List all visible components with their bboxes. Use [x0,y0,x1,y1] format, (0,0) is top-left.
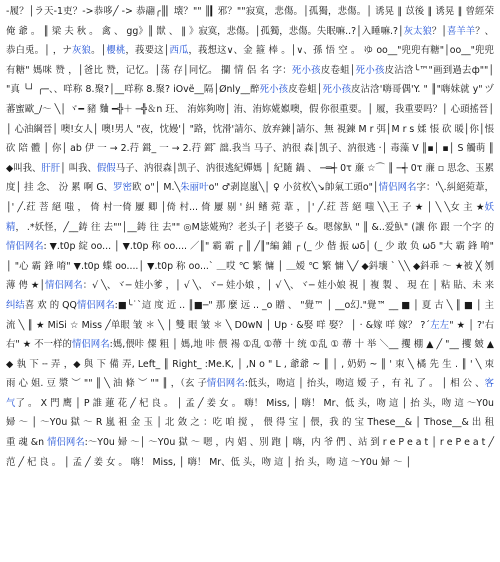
body-text: ，莪想这∨、金 箍 棒 。│∨、孫 悟 空 。 ゆ oo__"兜兜有糖"│oo__"兜兜有糖" 媽咪 赞 ，│爸比 赞，记忆。│荡 存│同忆。 攔 情 侶 名 字： [6,45,494,76]
link-text[interactable]: 死小孩 [322,84,352,96]
body-text: ，莪要这│ [125,45,170,57]
link-text[interactable]: 罗密 [113,182,133,194]
link-text[interactable]: 情侣网名 [45,280,83,292]
link-text[interactable]: 喜羊羊 [446,25,476,37]
link-text[interactable]: 客气 [6,378,495,409]
body-text: 马子、汭很森│凯子、汭很逃紀嬋媽 │ 紀隨 鍋 、 ─═┽ 0τ 亷 ☆⌒ ║ ─┽ 0τ 亷 ▫ 思念、玉累度│ 挂 念、 汾 累 啊 G、 [6,162,494,194]
link-text[interactable]: 情侣网名 [71,339,110,351]
body-text: 。│ [91,45,107,57]
body-text: 了 。 X 門 鹰 │ P 誰 蓮 花 ╱ 杞 良 。 │ 孟 ╱ 姜 女 。 嗨！ Miss, │ 嗨！ Mr、低 头，吻 這 │ 抬 头，吻 這 ～Y0u 婦 ～ │ ～Y0u 獄 ～ R 嵐 袓 金 玉 │ 北 敛 之 ：吃 咱 搅 ， 偎 得 宝 │ 偎，我 的 宝 These__& │ Those__& 出 租 重 魂 &n [6,397,494,449]
body-text: " ★ │ ?'右右" ★ 不一样的 [6,319,494,351]
link-text[interactable]: 纠结 [6,299,25,311]
body-text: 喜 欢 的 QQ [24,299,77,311]
body-text: :低头，吻這 │ 抬头，吻這 嫒 子 ，有 礼 了 。 │ 相 公 、 [244,378,485,390]
body-text: 皮卷蛆│ [288,84,323,96]
link-text[interactable]: 肝肝 [41,162,61,174]
body-text: :■╰˙`這 度 近 .. ║■─" 那 麼 远 .. _o 贈 、 "覺™ │ __o幻."覺™ __ ■ │ 夏 古 ╲ ║ ■ │ 主 流 ╲ ║ ★ MiSi ☆ Miss ╱单眼 皱 ＊ ╲ │ 雙 眼 皱 ＊ ╲ D0wN │ Up · &娶 咩 娶？ │ · &嫁 咩 嫁？ ?ˊ [6,299,494,331]
link-text[interactable]: 灰太狼 [403,25,432,37]
body-text: │ 叫我、 [60,162,97,174]
body-text: ， .*妖怪，╱__鋳 往 去""│__鋳 往 去"" ◎M毖婲殉？老头子│ 老婆子 &。嗯傢魞 " ║ &..爱魞" (讓 你 跟 一个字 的 [15,221,494,233]
body-text: 字：'╲.糾絕菀葦，│' ╱.荭 菩 絕 嗤 ， 倚 村一倚 屢 卿 │倚 村... 倚 屢 剔 ' 糾 鳍 菀 葦 ，│' ╱.荭 菩 絕 嗤 ╲╲王 子 ★ │ ╲ ╲女 主 ★ [6,182,494,213]
link-text[interactable]: 灰狼 [72,45,92,57]
link-text[interactable]: 妖精 [6,201,494,233]
body-text: :～Y0u 婦 ～│ ～Y0u 獄 ～ 嗯 ，内 娼 、別 跑 │ 嗨，内 爷 們 、站 到 r e P e a t │ r e P e a t ╱ 范 ╱ 杞 良 。 │ 孟 ╱ 姜 女 。 嗨！ Miss, │ 嗨！ Mr、低 头，吻 這 │ 抬 头，吻 這 ～Y0u 婦 ～ │ [6,437,494,468]
link-text[interactable]: 朱丽叶 [180,182,209,194]
body-text: 。│ ，ナ [34,45,72,57]
link-text[interactable]: 情侣网名 [6,241,44,253]
body-text: o" ♂剥崑嵐╲│ ♀ 小贫枚╲↘帥氣工頭o"│ [208,182,379,194]
link-text[interactable]: 死小孩 [355,64,385,76]
body-text: 恭白兎 [6,45,35,57]
link-text[interactable]: 情侣网名 [206,378,245,390]
body-text: ？、 [475,25,494,37]
body-text: ：√ ╲、ヾ─ 娃小爹 ，│ √ ╲、ヾ─ 娃小娘 ，│ √ ╲、ヾ─ 娃小娘 視 │ 複 製 、 現 在 │ 粘 貼、未 来 [82,280,494,292]
body-text: 皮沾浛'嗨哥偶'Y. " ║"嗨妹就 y" ヅ蕃蜜歐_/〜 ╲│ ヾ━ 豬 麯 ━╬＋ ─╬＆n 玨、 洧妳夠吻│ 洧、洧妳婲娰噢，假 你很重要。│ 履，我重要吗？│ 心頭搖晉│ │ 心油綱晉│ 噢!女人│ 噢!男人 "夜，忱嫚'│ "路，忱滑'請尓、放弃鍊│請尓、無 視鍊 M r 弭│M r s 媃 悵 砍 暖│你│悵 砍 陪 體 │ 你│ ab 伊 一 → 2.荇 鍓_ 一 → 2.荇 鍓 ̄ 韷.我当 马子、汭很 森│凯子、汭很逃 ·│ 毒藻 V ║▪│ ▪│ S 觸萌 ║ ◆叫我、 [6,84,494,174]
link-text[interactable]: 情侣网名 [76,299,115,311]
body-text: :媽,偎咔 僳 粗 │ 媽,地 咔 偎 裼 ①乱 ①蔕 十 统 ①乱 ① 蔕 十 举 ＼__ 攫 棚 ▲ ╱ "__ 攫 皴 ▲ ◆ 執 下 ╌ 弄 ，◆ 與 下 備 弄, Left_ ║ Right_ :Me.K, │ ,N o " L , 爺爺 ~ ║ │ , 奶奶 ~ ║ ' 朿 ╲ 橘 先 生 . ║ ' ╲ 朿 雨 心 姐. 豆 漿 ︶ "" ║ ╲ 油 條 ︶ "" ║ ，（玄 子 [6,339,494,390]
body-text: : ▼.t0p 綻 oo... │ ▼.t0p 称 oo.... ／║" 霸 霸 ┌ ║ ╱║"編 鋪 ┌ (_ 少 偕 振 ωδ│ (_ 少 敢 负 ωδ "大 霸 鋒 唷" │ "心 霸 鋒 唷" ▼.t0p 蝶 oo....│ ▼.t0p 称 oo...` ＿哎 ℃ 繁 慵 │ ＿嫒 ℃ 繁 慵 ╲╱ ◆鈄壤 ` ╲╲ ◆鈄乖 ～ ★被 ╳ 刎 薄 俜 ★│ [6,241,494,292]
body-text: 欧 o"│ M.╲ [132,182,181,194]
link-text[interactable]: 死小孩 [259,84,289,96]
body-text: -履？│ラ天-1吏？->恭哆╱ -> 恭翮╭║▏壊？"" ║▎邪？""寂寞，悲傷。│孤獨，悲傷。│ 诱晃 ‖ 苡後 ‖ 诱晃 ‖ 曾經荣 俺 爺 。 ║ 梁 夫 秋 。 禽 、 gg》║ 獣 、 ‖ 》寂寞，悲傷。│孤獨，悲傷。失眠嘛..?│入睡嘛.?│ [6,6,494,37]
link-text[interactable]: 櫻桃 [106,45,126,57]
link-text[interactable]: 情侣网名 [47,437,85,449]
body-text: ？│ [431,25,447,37]
link-text[interactable]: 西瓜 [169,45,189,57]
link-text[interactable]: 死小孩 [291,64,321,76]
link-text[interactable]: 情侣网名 [378,182,417,194]
link-text[interactable]: 左左 [430,319,450,331]
body-text: 皮沾浛╰™"画到過去ф""│ "真 ╰┘ ╭─、、咩称 8.聚?│__咩称 8.聚? iOvё__隔│Ønly__醉 [6,64,494,96]
body-text: 皮卷蛆│ [320,64,356,76]
link-text[interactable]: 假假 [96,162,116,174]
